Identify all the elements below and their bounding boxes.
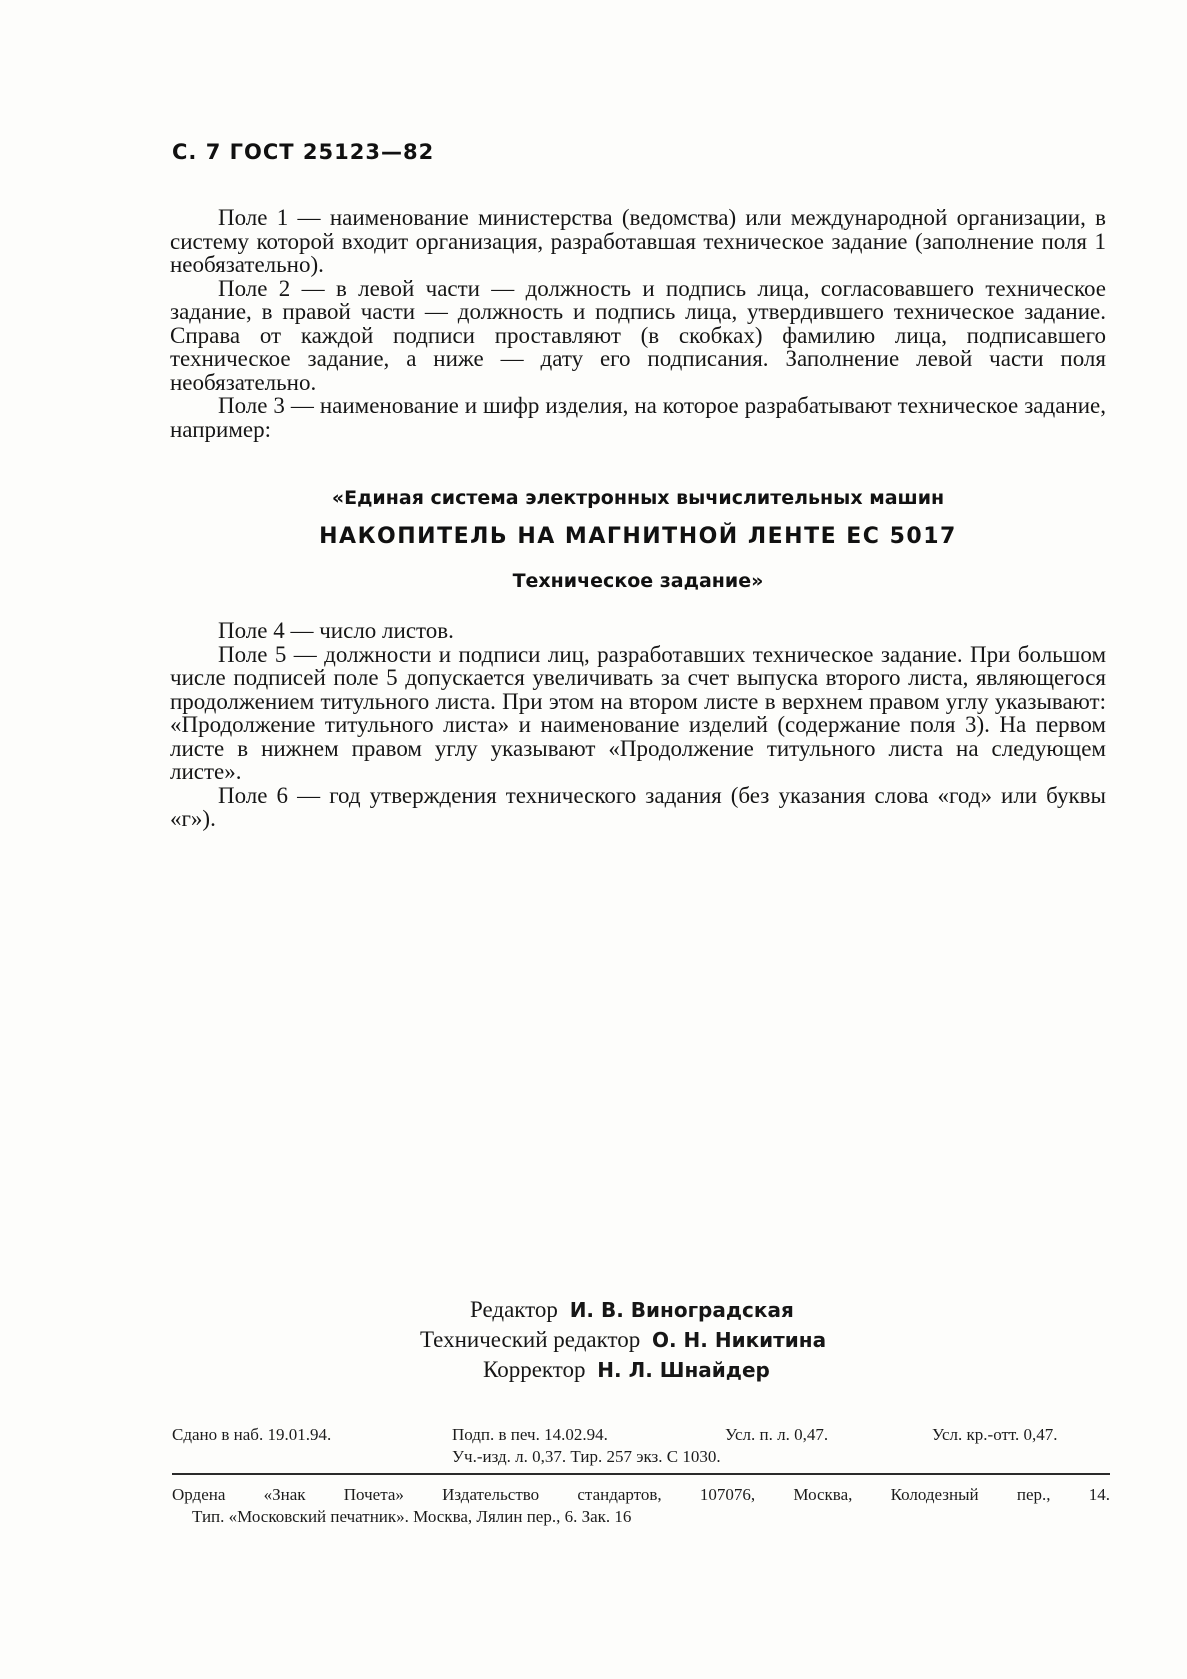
imprint-usl-pl: Усл. п. л. 0,47. — [725, 1425, 829, 1444]
editor-role: Редактор — [470, 1297, 558, 1322]
page-header: С. 7 ГОСТ 25123—82 — [172, 140, 435, 164]
sample-title-line-1: «Единая система электронных вычислительных машин — [331, 487, 945, 509]
tech-editor-name: О. Н. Никитина — [651, 1328, 827, 1352]
imprint-block — [172, 1425, 1112, 1469]
imprint-sdano: Сдано в наб. 19.01.94. — [172, 1425, 332, 1444]
paragraph-field-1: Поле 1 — наименование министерства (ведомства) или международной организации, в систему которой входит организация, разработавшая техническое задание (заполнение поля 1 необязательно). — [170, 205, 1106, 277]
imprint-uch-izd: Уч.-изд. л. 0,37. Тир. 257 экз. С 1030. — [452, 1447, 721, 1466]
editor-name: И. В. Виноградская — [569, 1298, 794, 1322]
sample-title-line-3: Техническое задание» — [512, 570, 764, 592]
paragraph-field-3: Поле 3 — наименование и шифр изделия, на которое разрабатывают техническое задание, например: — [170, 393, 1106, 442]
field-descriptions-top — [170, 206, 1106, 441]
credit-tech-editor — [170, 1325, 1106, 1355]
sample-title-line-2: НАКОПИТЕЛЬ НА МАГНИТНОЙ ЛЕНТЕ ЕС 5017 — [319, 524, 957, 549]
imprint-podp: Подп. в печ. 14.02.94. — [452, 1425, 608, 1444]
divider-rule — [172, 1473, 1110, 1475]
publisher-line-1: Ордена «Знак Почета» Издательство стандартов, 107076, Москва, Колодезный пер., 14. — [172, 1485, 1110, 1504]
paragraph-field-2: Поле 2 — в левой части — должность и подпись лица, согласовавшего техническое задание, в правой части — должность и подпись лица, утвердившего техническое задание. Справа от каждой подписи проставляют (в скобках) фамилию лица, подписавшего техническое задание, а ниже — дату его подписания. Заполнение левой части поля необязательно. — [170, 275, 1106, 395]
corrector-name: Н. Л. Шнайдер — [597, 1358, 770, 1382]
imprint-row-1 — [172, 1425, 1112, 1447]
field-descriptions-bottom — [170, 619, 1106, 831]
publisher-block — [172, 1484, 1110, 1528]
imprint-row-2 — [172, 1447, 1112, 1469]
imprint-usl-kr: Усл. кр.-отт. 0,47. — [932, 1425, 1058, 1444]
credits-block — [170, 1295, 1106, 1385]
publisher-line-2: Тип. «Московский печатник». Москва, Лялин пер., 6. Зак. 16 — [192, 1507, 632, 1526]
credit-corrector — [170, 1355, 1106, 1385]
paragraph-field-4: Поле 4 — число листов. — [218, 618, 454, 643]
paragraph-field-6: Поле 6 — год утверждения технического задания (без указания слова «год» или буквы «г»). — [170, 782, 1106, 831]
tech-editor-role: Технический редактор — [420, 1327, 641, 1352]
corrector-role: Корректор — [483, 1357, 586, 1382]
paragraph-field-5: Поле 5 — должности и подписи лиц, разработавших техническое задание. При большом числе подписей поле 5 допускается увеличивать за счет выпуска второго листа, являющегося продолжением титульного листа. При этом на втором листе в верхнем правом углу указывают: «Продолжение титульного листа» и наименование изделий (содержание поля 3). На первом листе в нижнем правом углу указывают «Продолжение титульного листа на следующем листе». — [170, 641, 1106, 784]
credit-editor — [170, 1295, 1106, 1325]
